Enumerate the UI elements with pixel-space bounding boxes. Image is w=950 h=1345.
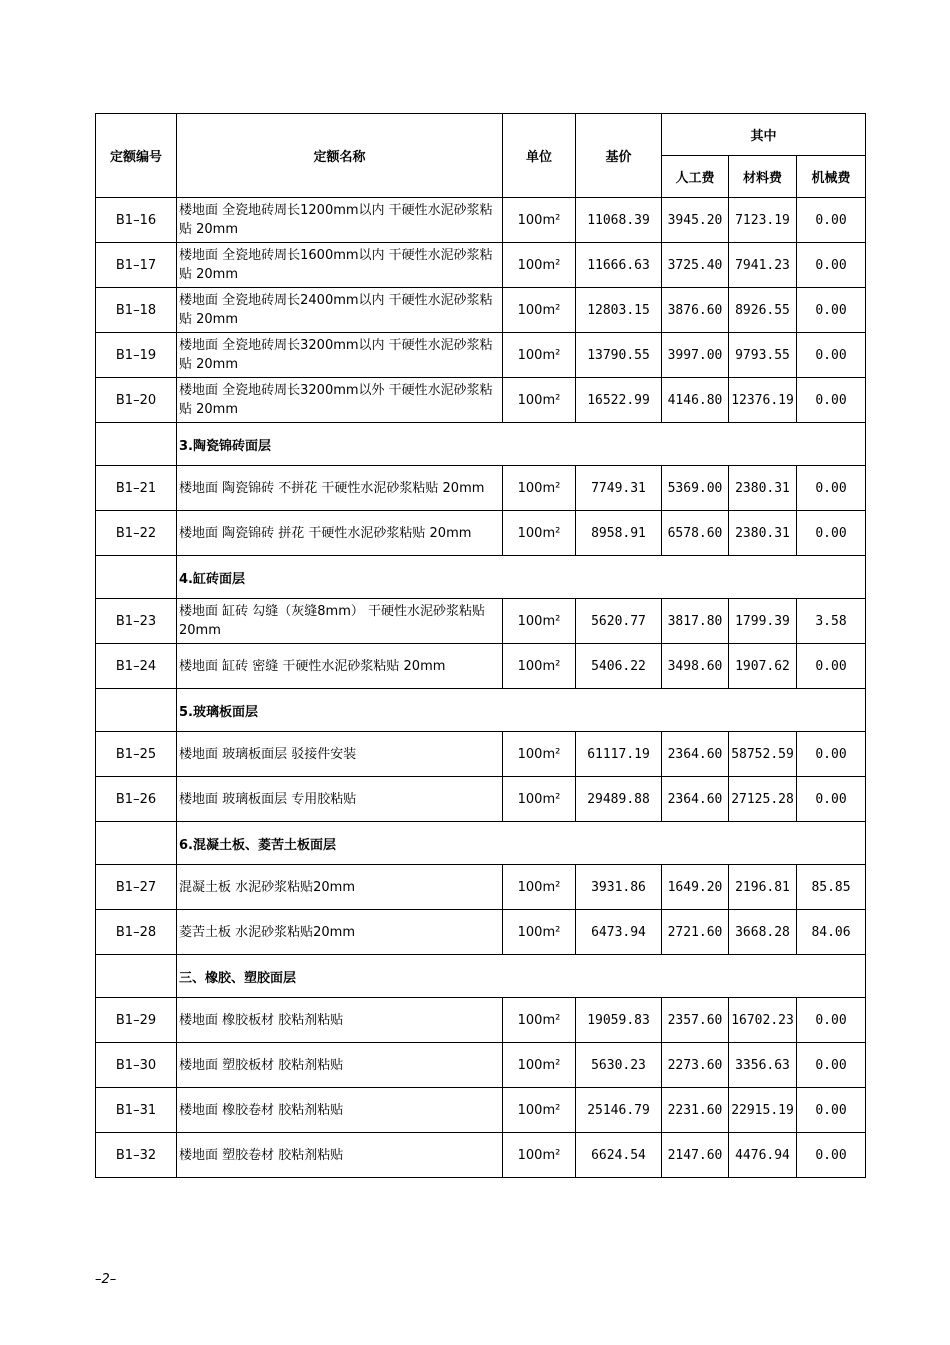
row-machine: 3.58 [797, 599, 866, 644]
section-code-cell [96, 423, 177, 466]
row-code: B1–21 [96, 466, 177, 511]
row-machine: 0.00 [797, 644, 866, 689]
row-code: B1–32 [96, 1133, 177, 1178]
row-material: 2380.31 [729, 466, 797, 511]
row-labor: 2231.60 [662, 1088, 729, 1133]
row-code: B1–25 [96, 732, 177, 777]
row-unit: 100m² [503, 910, 576, 955]
row-code: B1–20 [96, 378, 177, 423]
row-base-price: 5620.77 [576, 599, 662, 644]
row-name: 菱苦土板 水泥砂浆粘贴20mm [177, 910, 503, 955]
section-code-cell [96, 955, 177, 998]
row-name: 楼地面 塑胶板材 胶粘剂粘贴 [177, 1043, 503, 1088]
row-material: 9793.55 [729, 333, 797, 378]
row-unit: 100m² [503, 466, 576, 511]
row-labor: 3997.00 [662, 333, 729, 378]
row-machine: 0.00 [797, 777, 866, 822]
row-labor: 2364.60 [662, 732, 729, 777]
row-material: 12376.19 [729, 378, 797, 423]
page-number: –2– [95, 1272, 117, 1287]
row-code: B1–17 [96, 243, 177, 288]
section-code-cell [96, 556, 177, 599]
row-labor: 3817.80 [662, 599, 729, 644]
row-code: B1–26 [96, 777, 177, 822]
row-material: 16702.23 [729, 998, 797, 1043]
row-unit: 100m² [503, 378, 576, 423]
header-material: 材料费 [729, 156, 797, 198]
table-row [96, 198, 866, 243]
table-row [96, 1133, 866, 1178]
header-labor: 人工费 [662, 156, 729, 198]
row-base-price: 29489.88 [576, 777, 662, 822]
row-unit: 100m² [503, 198, 576, 243]
row-material: 1799.39 [729, 599, 797, 644]
row-machine: 0.00 [797, 1043, 866, 1088]
row-machine: 85.85 [797, 865, 866, 910]
row-name: 楼地面 全瓷地砖周长3200mm以内 干硬性水泥砂浆粘贴 20mm [177, 333, 503, 378]
header-base-price: 基价 [576, 114, 662, 198]
table-row [96, 243, 866, 288]
row-unit: 100m² [503, 243, 576, 288]
header-name: 定额名称 [177, 114, 503, 198]
row-machine: 0.00 [797, 333, 866, 378]
row-machine: 84.06 [797, 910, 866, 955]
row-material: 27125.28 [729, 777, 797, 822]
row-name: 楼地面 橡胶卷材 胶粘剂粘贴 [177, 1088, 503, 1133]
row-base-price: 25146.79 [576, 1088, 662, 1133]
row-base-price: 16522.99 [576, 378, 662, 423]
section-title: 6.混凝土板、菱苦土板面层 [177, 822, 866, 865]
row-unit: 100m² [503, 1133, 576, 1178]
table-row [96, 644, 866, 689]
row-base-price: 8958.91 [576, 511, 662, 556]
row-unit: 100m² [503, 1043, 576, 1088]
row-base-price: 19059.83 [576, 998, 662, 1043]
header-unit: 单位 [503, 114, 576, 198]
header-code: 定额编号 [96, 114, 177, 198]
row-name: 楼地面 全瓷地砖周长1600mm以内 干硬性水泥砂浆粘贴 20mm [177, 243, 503, 288]
section-row [96, 955, 866, 998]
table-row [96, 1088, 866, 1133]
row-labor: 5369.00 [662, 466, 729, 511]
row-unit: 100m² [503, 644, 576, 689]
section-row [96, 822, 866, 865]
row-name: 混凝土板 水泥砂浆粘贴20mm [177, 865, 503, 910]
row-unit: 100m² [503, 511, 576, 556]
row-base-price: 5406.22 [576, 644, 662, 689]
row-code: B1–27 [96, 865, 177, 910]
row-labor: 3876.60 [662, 288, 729, 333]
row-base-price: 13790.55 [576, 333, 662, 378]
row-base-price: 61117.19 [576, 732, 662, 777]
row-machine: 0.00 [797, 1133, 866, 1178]
row-unit: 100m² [503, 865, 576, 910]
row-name: 楼地面 缸砖 密缝 干硬性水泥砂浆粘贴 20mm [177, 644, 503, 689]
row-base-price: 6624.54 [576, 1133, 662, 1178]
row-material: 2196.81 [729, 865, 797, 910]
row-code: B1–28 [96, 910, 177, 955]
section-row [96, 689, 866, 732]
section-title: 3.陶瓷锦砖面层 [177, 423, 866, 466]
table-row [96, 466, 866, 511]
row-material: 4476.94 [729, 1133, 797, 1178]
row-code: B1–16 [96, 198, 177, 243]
row-name: 楼地面 橡胶板材 胶粘剂粘贴 [177, 998, 503, 1043]
row-name: 楼地面 全瓷地砖周长2400mm以内 干硬性水泥砂浆粘贴 20mm [177, 288, 503, 333]
row-code: B1–22 [96, 511, 177, 556]
row-machine: 0.00 [797, 732, 866, 777]
row-labor: 4146.80 [662, 378, 729, 423]
row-name: 楼地面 塑胶卷材 胶粘剂粘贴 [177, 1133, 503, 1178]
row-base-price: 11068.39 [576, 198, 662, 243]
table-row [96, 378, 866, 423]
row-labor: 3945.20 [662, 198, 729, 243]
row-base-price: 6473.94 [576, 910, 662, 955]
row-code: B1–19 [96, 333, 177, 378]
row-name: 楼地面 玻璃板面层 专用胶粘贴 [177, 777, 503, 822]
table-row [96, 777, 866, 822]
section-title: 5.玻璃板面层 [177, 689, 866, 732]
row-unit: 100m² [503, 1088, 576, 1133]
row-code: B1–23 [96, 599, 177, 644]
row-labor: 2147.60 [662, 1133, 729, 1178]
row-material: 3356.63 [729, 1043, 797, 1088]
table-header [96, 114, 866, 198]
row-unit: 100m² [503, 998, 576, 1043]
header-group: 其中 [662, 114, 866, 156]
quota-table [95, 113, 866, 1178]
row-code: B1–31 [96, 1088, 177, 1133]
table-row [96, 333, 866, 378]
row-labor: 3498.60 [662, 644, 729, 689]
row-machine: 0.00 [797, 378, 866, 423]
row-material: 7123.19 [729, 198, 797, 243]
row-name: 楼地面 玻璃板面层 驳接件安装 [177, 732, 503, 777]
row-unit: 100m² [503, 599, 576, 644]
row-name: 楼地面 全瓷地砖周长3200mm以外 干硬性水泥砂浆粘贴 20mm [177, 378, 503, 423]
section-row [96, 423, 866, 466]
row-labor: 6578.60 [662, 511, 729, 556]
section-title: 三、橡胶、塑胶面层 [177, 955, 866, 998]
table-row [96, 910, 866, 955]
row-machine: 0.00 [797, 998, 866, 1043]
row-machine: 0.00 [797, 511, 866, 556]
row-labor: 2357.60 [662, 998, 729, 1043]
row-machine: 0.00 [797, 288, 866, 333]
row-name: 楼地面 陶瓷锦砖 不拼花 干硬性水泥砂浆粘贴 20mm [177, 466, 503, 511]
row-machine: 0.00 [797, 243, 866, 288]
table-row [96, 865, 866, 910]
row-code: B1–24 [96, 644, 177, 689]
row-labor: 3725.40 [662, 243, 729, 288]
row-base-price: 12803.15 [576, 288, 662, 333]
row-name: 楼地面 缸砖 勾缝（灰缝8mm） 干硬性水泥砂浆粘贴 20mm [177, 599, 503, 644]
row-material: 22915.19 [729, 1088, 797, 1133]
row-machine: 0.00 [797, 466, 866, 511]
section-row [96, 556, 866, 599]
row-labor: 2721.60 [662, 910, 729, 955]
table-row [96, 288, 866, 333]
row-material: 1907.62 [729, 644, 797, 689]
row-machine: 0.00 [797, 198, 866, 243]
table-row [96, 1043, 866, 1088]
row-name: 楼地面 陶瓷锦砖 拼花 干硬性水泥砂浆粘贴 20mm [177, 511, 503, 556]
row-unit: 100m² [503, 777, 576, 822]
section-code-cell [96, 822, 177, 865]
header-machine: 机械费 [797, 156, 866, 198]
row-name: 楼地面 全瓷地砖周长1200mm以内 干硬性水泥砂浆粘贴 20mm [177, 198, 503, 243]
row-labor: 2364.60 [662, 777, 729, 822]
row-material: 8926.55 [729, 288, 797, 333]
row-base-price: 3931.86 [576, 865, 662, 910]
row-labor: 1649.20 [662, 865, 729, 910]
section-code-cell [96, 689, 177, 732]
row-material: 58752.59 [729, 732, 797, 777]
table-body [96, 198, 866, 1178]
row-unit: 100m² [503, 333, 576, 378]
row-material: 7941.23 [729, 243, 797, 288]
row-machine: 0.00 [797, 1088, 866, 1133]
row-code: B1–18 [96, 288, 177, 333]
table-row [96, 732, 866, 777]
table-row [96, 511, 866, 556]
section-title: 4.缸砖面层 [177, 556, 866, 599]
table-row [96, 998, 866, 1043]
row-unit: 100m² [503, 288, 576, 333]
table-row [96, 599, 866, 644]
row-base-price: 5630.23 [576, 1043, 662, 1088]
row-base-price: 11666.63 [576, 243, 662, 288]
row-base-price: 7749.31 [576, 466, 662, 511]
row-code: B1–29 [96, 998, 177, 1043]
row-unit: 100m² [503, 732, 576, 777]
row-labor: 2273.60 [662, 1043, 729, 1088]
row-material: 3668.28 [729, 910, 797, 955]
row-code: B1–30 [96, 1043, 177, 1088]
row-material: 2380.31 [729, 511, 797, 556]
